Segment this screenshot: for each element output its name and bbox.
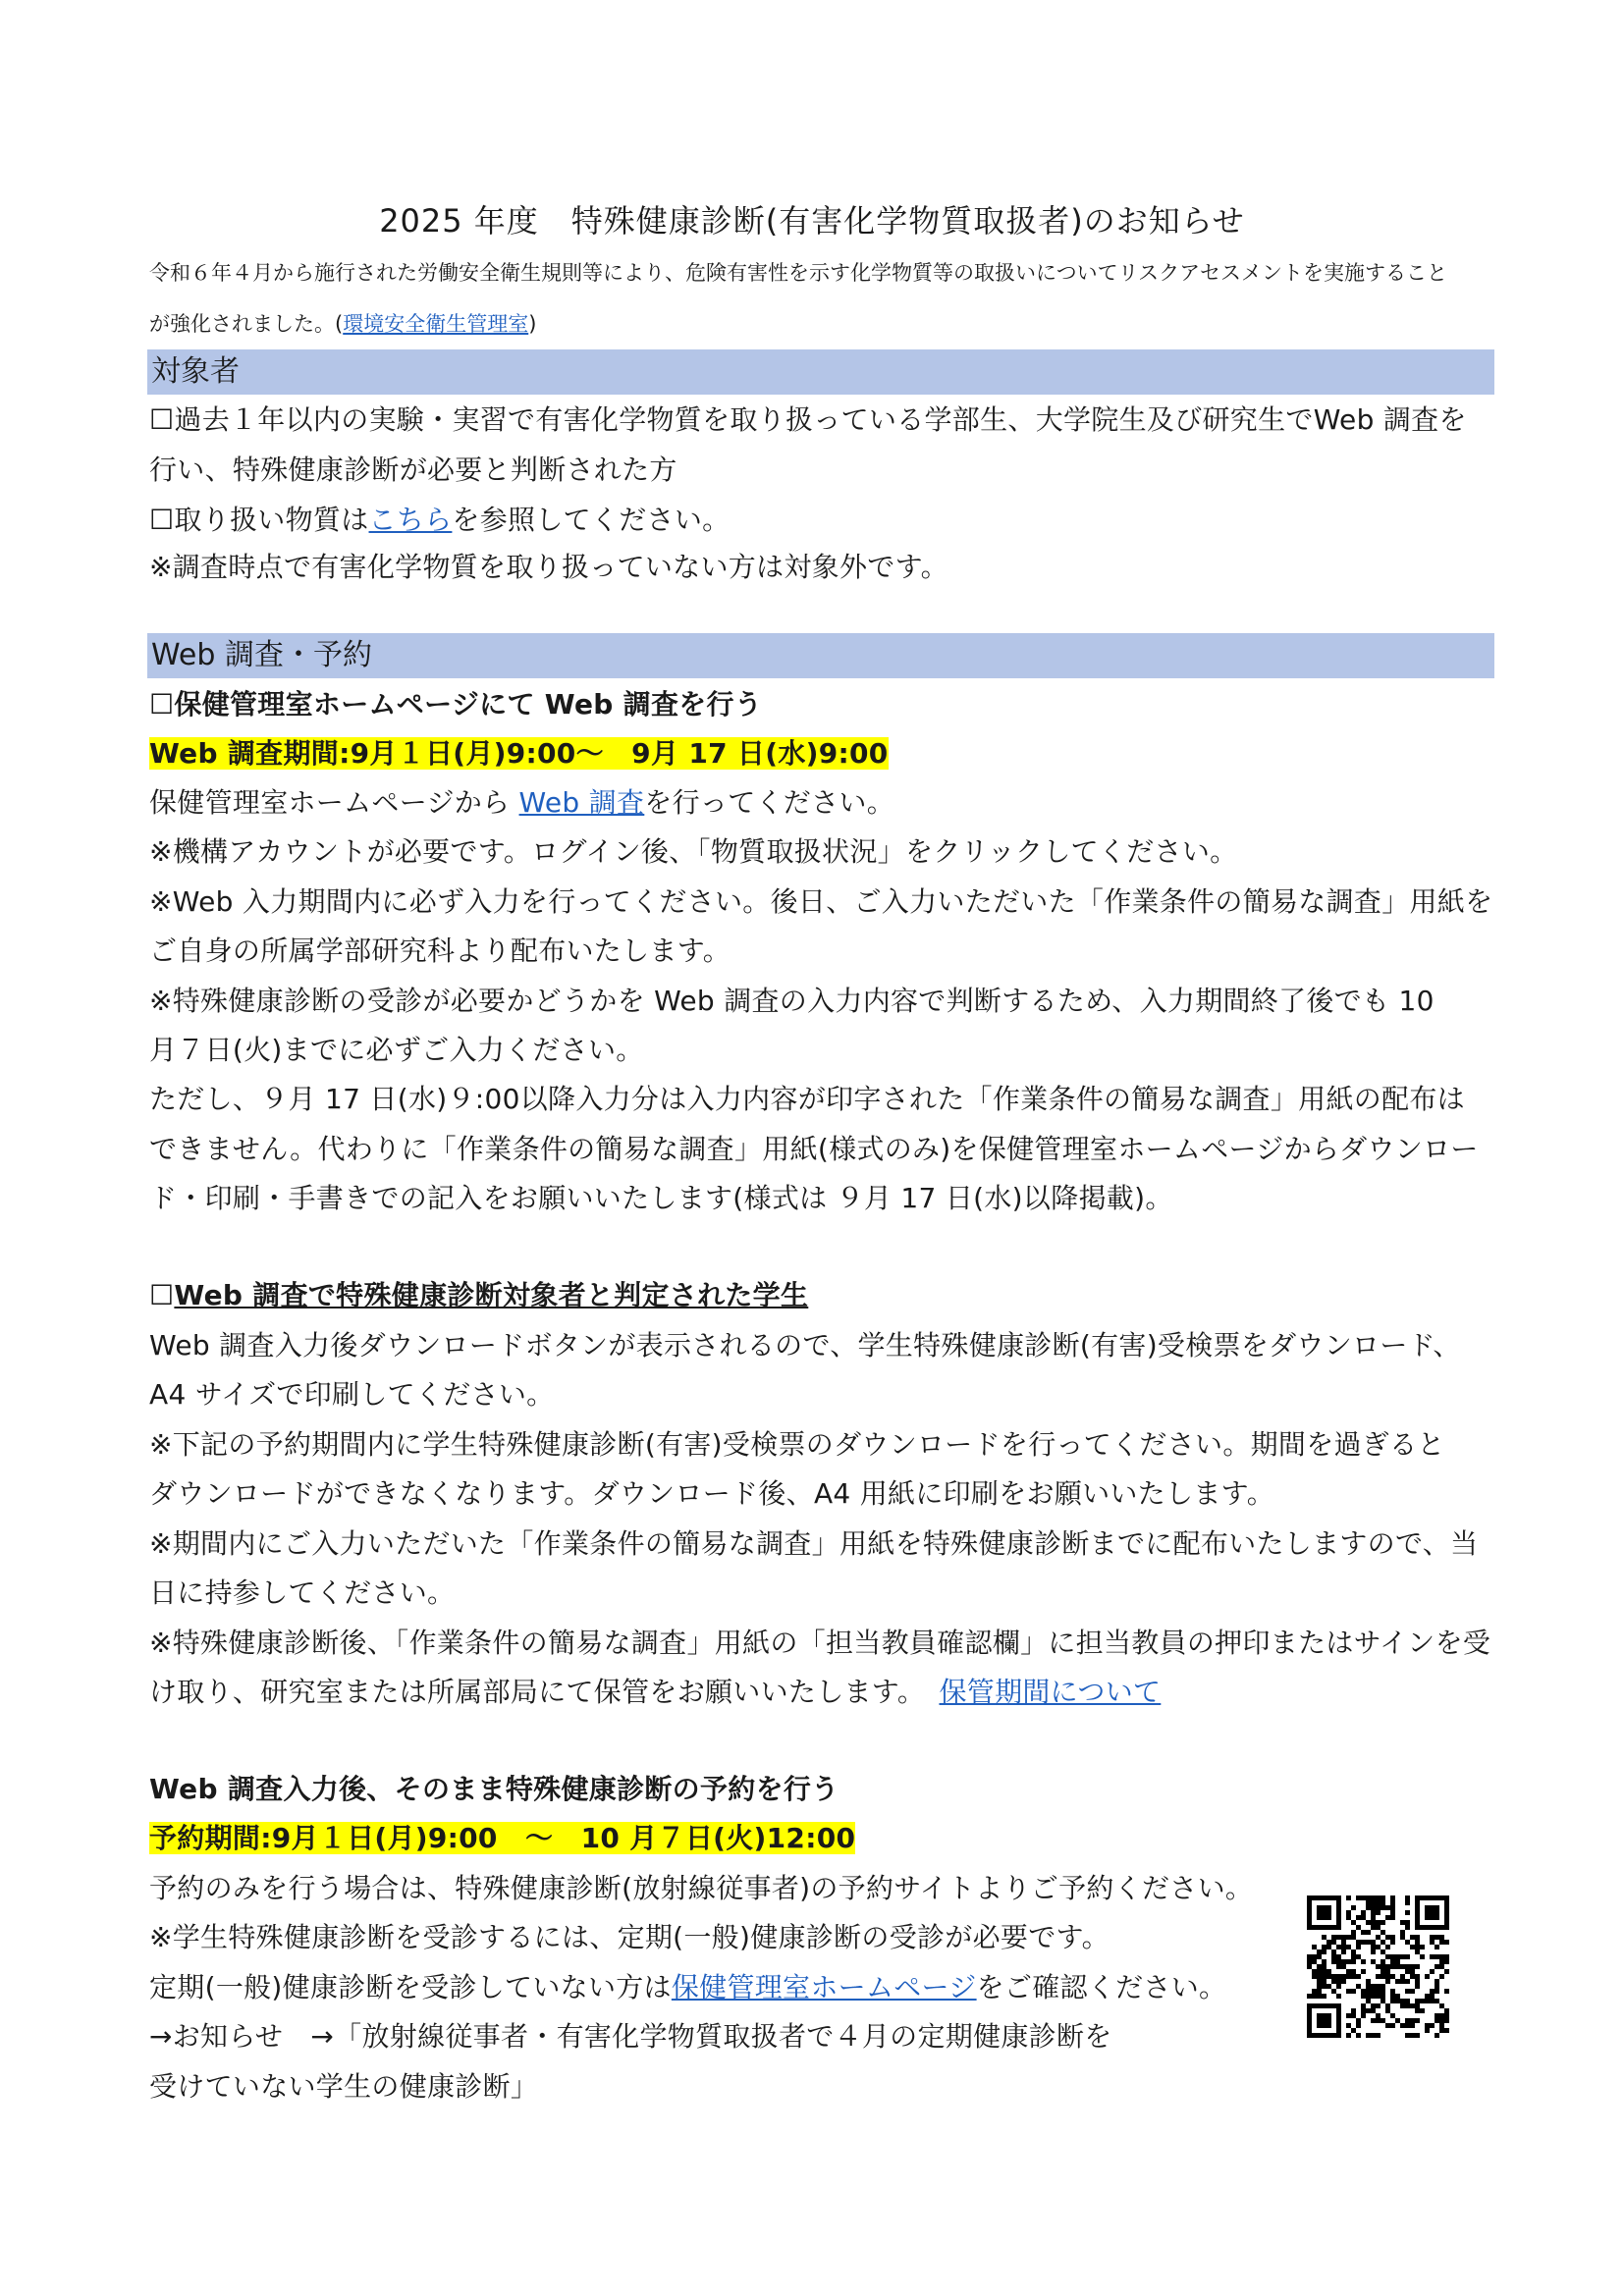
reservation-line-4: →お知らせ →「放射線従事者・有害化学物質取扱者で４月の定期健康診断を — [149, 2020, 1112, 2053]
substances-text-end: を参照してください。 — [452, 504, 731, 536]
intro-line-2 — [149, 298, 1494, 349]
survey-period: Web 調査期間:9月１日(月)9:00～ 9月 17 日(水)9:00 — [149, 737, 889, 770]
checkbox-glyph: ☐ — [149, 1279, 175, 1311]
storage-period-link[interactable]: 保管期間について — [939, 1676, 1162, 1708]
reservation-line-1: 予約のみを行う場合は、特殊健康診断(放射線従事者)の予約サイトよりご予約ください。 — [149, 1872, 1254, 1904]
eligible-line-2: A4 サイズで印刷してください。 — [149, 1378, 555, 1411]
subheading-web-survey: ☐保健管理室ホームページにて Web 調査を行う — [149, 688, 763, 721]
eligible-line-5: ※期間内にご入力いただいた「作業条件の簡易な調査」用紙を特殊健康診断までに配布いたしますので、当 — [149, 1527, 1479, 1560]
target-line-1: ☐過去１年以内の実験・実習で有害化学物質を取り扱っている学部生、大学院生及び研究生でWeb 調査を — [149, 403, 1467, 436]
survey-line-7: ただし、９月 17 日(水)９:00以降入力分は入力内容が印字された「作業条件の簡易な調査」用紙の配布は — [149, 1083, 1465, 1115]
intro-text-end: ) — [528, 312, 537, 336]
substances-link[interactable]: こちら — [368, 504, 453, 536]
target-line-2: 行い、特殊健康診断が必要と判断された方 — [149, 454, 677, 486]
eligible-line-7: ※特殊健康診断後、「作業条件の簡易な調査」用紙の「担当教員確認欄」に担当教員の押印またはサインを受 — [149, 1627, 1491, 1659]
survey-line-2: ※機構アカウントが必要です。ログイン後、「物質取扱状況」をクリックしてください。 — [149, 835, 1238, 868]
survey-line-9: ド・印刷・手書きでの記入をお願いいたします(様式は ９月 17 日(水)以降掲載)。 — [149, 1182, 1173, 1214]
target-note: ※調査時点で有害化学物質を取り扱っていない方は対象外です。 — [149, 551, 948, 583]
section-heading-target: 対象者 — [147, 349, 1494, 395]
qr-code-icon[interactable] — [1307, 1896, 1449, 2038]
page-title: 2025 年度 特殊健康診断(有害化学物質取扱者)のお知らせ — [379, 202, 1245, 240]
eligible-line-6: 日に持参してください。 — [149, 1576, 456, 1609]
eligible-line-3: ※下記の予約期間内に学生特殊健康診断(有害)受検票のダウンロードを行ってください。期間を過ぎると — [149, 1428, 1445, 1461]
survey-line-3: ※Web 入力期間内に必ず入力を行ってください。後日、ご入力いただいた「作業条件の簡易な調査」用紙を — [149, 885, 1493, 918]
section-heading-web-survey: Web 調査・予約 — [147, 633, 1494, 678]
reservation-period: 予約期間:9月１日(月)9:00 ～ 10 月７日(火)12:00 — [149, 1822, 856, 1854]
reservation-line-2: ※学生特殊健康診断を受診するには、定期(一般)健康診断の受診が必要です。 — [149, 1921, 1110, 1953]
target-line-3 — [149, 502, 1494, 539]
homepage-text: 定期(一般)健康診断を受診していない方は — [149, 1971, 672, 2003]
intro-text: が強化されました。( — [149, 312, 344, 336]
reservation-line-5: 受けていない学生の健康診断」 — [149, 2070, 539, 2103]
eligible-line-8 — [149, 1674, 1494, 1711]
subheading-reservation: Web 調査入力後、そのまま特殊健康診断の予約を行う — [149, 1773, 839, 1805]
reservation-line-3 — [149, 1969, 1494, 2006]
survey-line-1 — [149, 784, 1494, 822]
subheading-eligible-students — [149, 1277, 1494, 1314]
eligible-students-title: Web 調査で特殊健康診断対象者と判定された学生 — [174, 1279, 809, 1311]
survey-text: 保健管理室ホームページから — [149, 786, 519, 819]
intro-line-1: 令和６年４月から施行された労働安全衛生規則等により、危険有害性を示す化学物質等の取扱いについてリスクアセスメントを実施すること — [149, 261, 1447, 285]
eligible-line-4: ダウンロードができなくなります。ダウンロード後、A4 用紙に印刷をお願いいたします。 — [149, 1477, 1274, 1510]
survey-line-5: ※特殊健康診断の受診が必要かどうかを Web 調査の入力内容で判断するため、入力期間終了後でも 10 — [149, 985, 1435, 1017]
survey-period-line — [149, 735, 1494, 773]
homepage-text-end: をご確認ください。 — [976, 1971, 1227, 2003]
reservation-period-line — [149, 1820, 1494, 1857]
survey-line-8: できません。代わりに「作業条件の簡易な調査」用紙(様式のみ)を保健管理室ホームページからダウンロー — [149, 1133, 1479, 1165]
env-safety-office-link[interactable]: 環境安全衛生管理室 — [343, 312, 529, 336]
health-office-homepage-link[interactable]: 保健管理室ホームページ — [671, 1971, 977, 2003]
storage-text: け取り、研究室または所属部局にて保管をお願いいたします。 — [149, 1676, 940, 1708]
substances-text: ☐取り扱い物質は — [149, 504, 369, 536]
web-survey-link[interactable]: Web 調査 — [518, 786, 645, 819]
survey-line-4: ご自身の所属学部研究科より配布いたします。 — [149, 934, 731, 967]
eligible-line-1: Web 調査入力後ダウンロードボタンが表示されるので、学生特殊健康診断(有害)受検票をダウンロード、 — [149, 1329, 1461, 1362]
survey-line-6: 月７日(火)までに必ずご入力ください。 — [149, 1034, 644, 1066]
survey-text-end: を行ってください。 — [644, 786, 894, 819]
